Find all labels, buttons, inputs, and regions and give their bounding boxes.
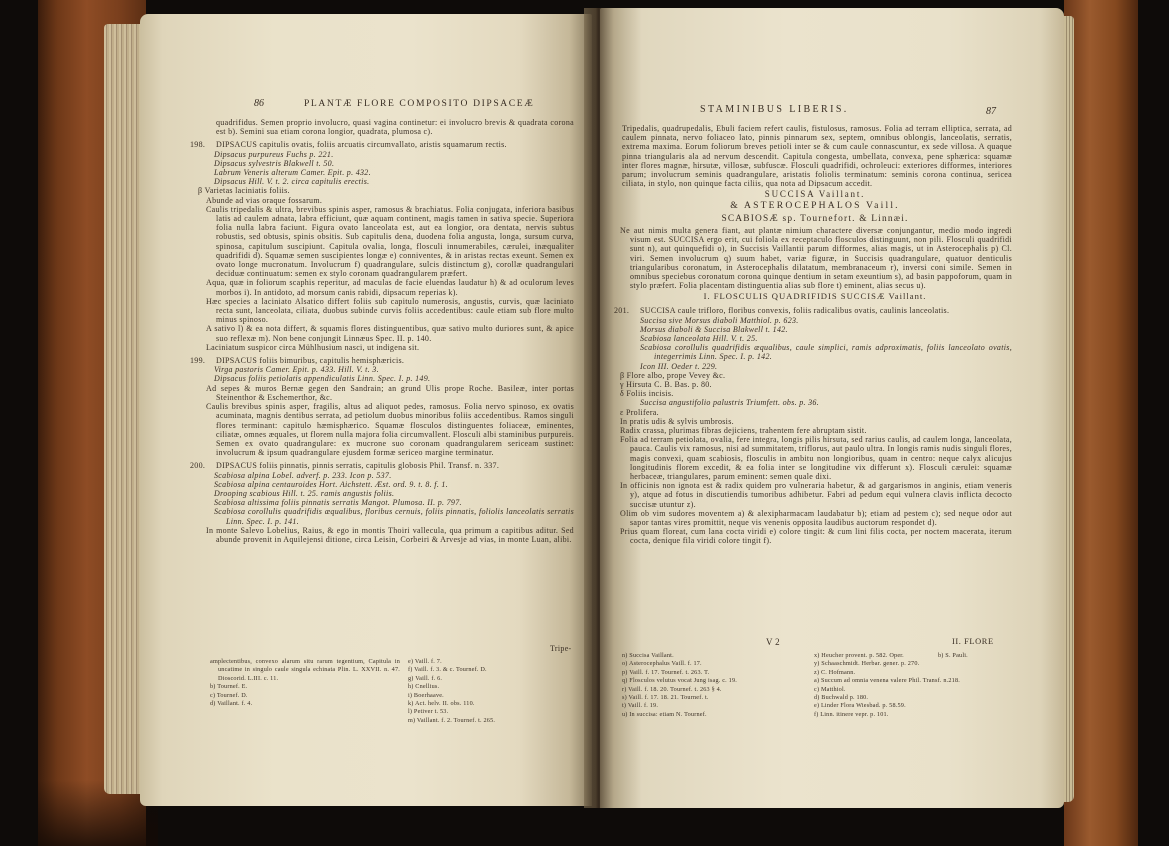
synonym-line: Dipsacus Hill. V. t. 2. circa capitulis erectis. bbox=[214, 177, 370, 187]
synonym-line: Scabiosa corollulis quadrifidis æqualibus, caule simplici, ramis adproximatis, foliis lanceolato ovatis, integerrimis Linn. Spec. I. p. 142. bbox=[640, 343, 1012, 362]
running-head: PLANTÆ FLORE COMPOSITO DIPSACEÆ bbox=[304, 98, 535, 109]
entry-title: SUCCISA caule trifloro, floribus convexis, foliis radicalibus ovatis, caulinis lanceolatis. bbox=[640, 306, 950, 316]
footnote: d) Vaillant. f. 4. bbox=[210, 700, 253, 708]
entry-200 bbox=[190, 461, 574, 544]
description-paragraph: Prius quam floreat, cum lana cocta viridi e) colore tingit: & cum lini filis cocta, per noctem macerata, iterum cocta, denique fila viridi colore tingit f). bbox=[620, 527, 1012, 546]
variety-line: β Flore albo, prope Vevey &c. bbox=[620, 370, 726, 380]
entry-number: 199. bbox=[190, 356, 206, 366]
footnote: x) Heucher provent. p. 582. Oper. bbox=[814, 652, 904, 659]
footnotes-column-3 bbox=[938, 652, 1008, 660]
genus-heading: & ASTEROCEPHALOS Vaill. bbox=[730, 200, 900, 212]
footnotes-column-1 bbox=[622, 652, 812, 719]
footnote: i) Boerhaave. bbox=[408, 691, 444, 699]
synonym-line: Scabiosa alpina centauroides Hort. Aichstett. Æst. ord. 9. t. 8. f. 1. bbox=[214, 479, 449, 489]
entry-199 bbox=[190, 356, 574, 457]
footnote: d) Buchwald p. 180. bbox=[814, 694, 869, 702]
synonym-line: Dipsacus purpureus Fuchs p. 221. bbox=[214, 149, 334, 159]
main-text bbox=[190, 118, 574, 638]
signature-mark: V 2 bbox=[766, 637, 780, 647]
synonym-line: Scabiosa altissima foliis pinnatis serratis Mangot. Plumosa. II. p. 797. bbox=[214, 498, 462, 508]
genus-heading: SCABIOSÆ sp. Tournefort. & Linnæi. bbox=[721, 213, 909, 224]
entry-heading bbox=[190, 461, 574, 470]
description-paragraph: A sativo l) & ea nota differt, & squamis flores distinguentibus, quæ sativo multo duriores sunt, & apice suo reflexæ m). Non bene conjungit Linnæus Spec. II. p. 140. bbox=[206, 324, 574, 343]
footnote: f) Vaill. f. 3. & c. Tournef. D. bbox=[408, 666, 487, 674]
entry-198 bbox=[190, 140, 574, 352]
root-description: Radix crassa, plurimas fibras dejiciens, trahentem fere abruptam sistit. bbox=[620, 425, 867, 435]
footnote: r) Vaill. f. 18. 20. Tournef. t. 263 § 4. bbox=[622, 685, 722, 693]
variety-line: δ Foliis incisis. bbox=[620, 389, 674, 399]
synonym-line: Scabiosa corollulis quadrifidis æqualibus, floribus cernuis, foliis pinnatis, foliolis lanceolatis serratis Linn. Spec. I. p. 141. bbox=[214, 507, 574, 526]
footnote: m) Vaillant. f. 2. Tournef. t. 265. bbox=[408, 716, 496, 724]
description-paragraph: Olim ob vim sudores moventem a) & alexipharmacam laudabatur b); etiam ad pestem c); sed neque odor aut sapor tantas vires promittit, neque vis venenis opposita laudibus auctorum respondet d). bbox=[620, 508, 1012, 528]
synonym-line: Labrum Veneris alterum Camer. Epit. p. 432. bbox=[214, 168, 371, 178]
entry-heading bbox=[190, 140, 574, 149]
footnote: a) Succum ad omnia venena valere Phil. Transf. n.218. bbox=[814, 677, 961, 685]
synonym-line: Virga pastoris Camer. Epit. p. 433. Hill. V. t. 3. bbox=[214, 365, 379, 375]
footnote: z) C. Hofmann. bbox=[814, 668, 856, 676]
footnote: q) Flosculos velutus vocat Jung isag. c. 19. bbox=[622, 677, 738, 685]
footnotes-column-1 bbox=[210, 658, 400, 708]
genus-heading: SUCCISA Vaillant. bbox=[764, 189, 866, 200]
description-paragraph: Hæc species a laciniato Alsatico differt foliis sub capitulo numerosis, angustis, curvis, quæ laciniato recta sunt, lanceolata, ciliata, duobus subinde curvis foliis accedentibus: caule etiam sub flore multo minus spinoso. bbox=[206, 296, 574, 325]
catchword: Tripe- bbox=[550, 644, 572, 653]
catchword: II. FLORE bbox=[952, 637, 994, 646]
footnote: u) In succisa: etiam N. Tournef. bbox=[622, 710, 707, 718]
running-head: STAMINIBUS LIBERIS. bbox=[700, 104, 849, 115]
footnote: amplectentibus, convexo alarum situ rarum tegentium, Capitula in uncatime in singulo caule singula echinata Plin. L. XXVII. n. 47. Dioscorid. L.III. c. 11. bbox=[210, 658, 400, 682]
footnote: b) Tournef. E. bbox=[210, 683, 248, 691]
page-edges-left bbox=[104, 24, 144, 794]
footnote: c) Tournef. D. bbox=[210, 691, 248, 699]
entry-heading bbox=[614, 306, 1012, 316]
synonym-line: Scabiosa lanceolata Hill. V. t. 25. bbox=[640, 333, 758, 343]
genus-description: Ne aut nimis multa genera fiant, aut plantæ nimium charactere diversæ conjungantur, medio modo ingredi visum est. SUCCISA ergo erit, cui foliola ex receptaculo flosculos distinguunt, non pili. Flosculi quadrifidi sunt n), aut quinquefidi o), in Succisis Vaillantii parum difformes, alias magis, ut in Asterocephalis p) Cl. viri. Semen involucrum q) suum habet, variæ figuræ, in Succisis quadrangulare, quatuor denticulis triangularibus coronatum, in Asterocephalis dilatatum, membranaceum r), inversi coni simile. Semen in omnibus speciebus coronatum corona quinque dentium in setam exeuntium s), ad basin pappoforum, quam in stylo præfert. Folia placentam distinguentia alias sub flore t) eminent, alias secus u). bbox=[620, 225, 1012, 291]
entry-number: 198. bbox=[190, 140, 206, 150]
continuation-paragraph: Tripedalis, quadrupedalis, Ebuli faciem refert caulis, fistulosus, ramosus. Folia ad terram elliptica, serrata, ad caulem pinnata, nervo foliaceo lato, pinnis pinnarum sex, septem, omnibus oblongis, lanceolatis, serratis, extrema maxima. Eorum foliorum breves petioli inter se & cum caule connascuntur, ex sede villosa. A quaque pinna triangularis ala ad nervum descendit. Capitula congesta, umbellata, convexa, pene sphærica: squamæ inter flores magnæ, hirsutæ, villosæ, subfuscæ. Flosculi quadrifidi, ochroleuci: exteriores difformes, interiores parum; involucrum seminis quadrangulare, aristatis foliolis terminatum: seminis corona continua, sericea ciliata, in stylo, non quinque facta ciliis, qua nota ad Dipsacum accedit. bbox=[622, 124, 1012, 189]
description-paragraph: Caulis brevibus spinis asper, fragilis, altus ad aliquot pedes, ramosus. Folia nervo spinoso, ex ovatis acuminata, magnis dentibus serrata, ad petiolum duobus minoribus foliis accedentibus. Ramos singuli flores terminant: capitulo hæmisphærico. Squamæ flosculos distinguentes foliaceæ, eminentes, ciliatæ, omnes æquales, ut florem nulla majora folia circumvallent. Flosculi albi staminibus purpureis. Semen ex ovato quadrangulare: ex mucrone suo coronam quadrangularem sericeam sustinet: involucrum & ipsum quadrangulare ejusdem formæ sericeo margine terminatur. bbox=[206, 402, 574, 458]
footnote: e) Vaill. f. 7. bbox=[408, 658, 442, 665]
entry-title: DIPSACUS foliis bimuribus, capitulis hemisphæricis. bbox=[216, 356, 405, 366]
synonym-line: Succisa sive Morsus diaboli Matthiol. p. 623. bbox=[640, 315, 799, 325]
right-page bbox=[600, 8, 1064, 808]
synonym-line: Morsus diaboli & Succisa Blakwell t. 142. bbox=[640, 324, 788, 334]
footnote: n) Succisa Vaillant. bbox=[622, 652, 674, 659]
habitat-line: In pratis udis & sylvis umbrosis. bbox=[620, 416, 734, 426]
synonym-line: Succisa angustifolio palustris Triumfett. obs. p. 36. bbox=[640, 398, 820, 408]
entry-number: 200. bbox=[190, 461, 206, 471]
footnote: o) Asterocephalus Vaill. f. 17. bbox=[622, 660, 702, 668]
entry-title: DIPSACUS foliis pinnatis, pinnis serratis, capitulis globosis Phil. Transf. n. 337. bbox=[216, 461, 500, 471]
main-text bbox=[614, 124, 1012, 632]
description-paragraph: Folia ad terram petiolata, ovalia, fere integra, longis pilis hirsuta, sed rarius caulis, ad caulem longa, lanceolata, pauca. Caulis vix ramosus, nisi ad summitatem, triflorus, aut paulo ultra. In longis ramis nudis singuli flores, magis convexi, quam scabiosis, flosculis in ambitu non longioribus, quam in centro: neque calyx alicujus longitudinis florem excedit, & ea folia inter se longitudine vix differunt x). Flosculi cærulei: squamæ herbaceæ, triangulares, parum eminent: semen quale dixi. bbox=[620, 435, 1012, 481]
entry-number: 201. bbox=[614, 306, 630, 316]
variety-line: γ Hirsuta C. B. Bas. p. 80. bbox=[620, 379, 712, 389]
habitat-line: In monte Salevo Lobelius, Raius, & ego in montis Thoiri vallecula, qua primum a capitibus aditur. Sed abunde provenit in Aquilejensi ditione, circa Leisin, Corbeiri & Arvesje ad vias, in monte Luan, alibi. bbox=[206, 525, 574, 544]
footnote: h) Cnellius. bbox=[408, 683, 440, 691]
footnotes-column-2 bbox=[408, 658, 574, 725]
description-paragraph: Aqua, quæ in foliorum scaphis reperitur, ad maculas de facie eluendas laudatur h) & ad oculorum leves morbos i). In antidoto, ad morsum canis rabidi, dipsacum reperias k). bbox=[206, 278, 574, 297]
footnotes-column-2 bbox=[814, 652, 1014, 719]
entry-heading bbox=[190, 356, 574, 365]
page-number: 86 bbox=[254, 98, 264, 109]
left-page bbox=[140, 14, 592, 806]
page-number: 87 bbox=[986, 106, 996, 117]
footnote: f) Linn. itinere vepr. p. 101. bbox=[814, 710, 889, 718]
footnote: p) Vaill. f. 17. Tournef. t. 263. T. bbox=[622, 668, 710, 676]
entry-201 bbox=[614, 306, 1012, 546]
habitat-line: Ad sepes & muros Bernæ gegen den Sandrain; an grund Ulis prope Roche. Basileæ, inter portas Steinenthor & Eschemerthor, &c. bbox=[206, 383, 574, 402]
variety-line: ε Prolifera. bbox=[620, 407, 659, 417]
description-paragraph: In officinis non ignota est & radix quidem pro vulneraria habetur, & ad gargarismos in anginis, etiam veneris y), atque ad fotus in discutiendis tumoribus adhibetur. Fabri ad pedum equi vulnera clavis inflicta decocto succisæ utuntur z). bbox=[620, 481, 1012, 509]
footnote: c) Matthiol. bbox=[814, 685, 846, 693]
synonym-line: Icon III. Oeder t. 229. bbox=[640, 361, 718, 371]
footnote: e) Linder Flora Wiesbad. p. 58.59. bbox=[814, 702, 906, 710]
footnote: s) Vaill. f. 17. 18. 21. Tournef. t. bbox=[622, 694, 709, 702]
section-heading: I. FLOSCULIS QUADRIFIDIS SUCCISÆ Vaillant. bbox=[703, 291, 927, 302]
synonym-line: Scabiosa alpina Lobel. adverf. p. 233. Icon p. 537. bbox=[214, 470, 392, 480]
description-paragraph: Laciniatum suspicor circa Mühlhusium nasci, ut indigena sit. bbox=[206, 342, 420, 352]
entry-title: DIPSACUS capitulis ovatis, foliis arcuatis circumvallato, aristis squamarum rectis. bbox=[216, 140, 507, 150]
habitat-line: Abunde ad vias oraque fossarum. bbox=[206, 195, 323, 205]
footnote: l) Petiver t. 53. bbox=[408, 708, 449, 716]
intro-paragraph: quadrifidus. Semen proprio involucro, quasi vagina continetur: ei involucro brevis & quadrata corona est b). Semini sua etiam corona longior, quadrata, plumosa c). bbox=[216, 118, 574, 137]
variety-line: β Varietas laciniatis foliis. bbox=[198, 186, 290, 196]
book-cover-right bbox=[1064, 0, 1138, 846]
footnote: k) Act. helv. II. obs. 110. bbox=[408, 700, 475, 708]
footnote: t) Vaill. f. 19. bbox=[622, 702, 659, 710]
footnote: g) Vaill. f. 6. bbox=[408, 674, 443, 682]
synonym-line: Dipsacus foliis petiolatis appendiculatis Linn. Spec. I. p. 149. bbox=[214, 374, 431, 384]
synonym-line: Dipsacus sylvestris Blakwell t. 50. bbox=[214, 158, 335, 168]
synonym-line: Drooping scabious Hill. t. 25. ramis angustis foliis. bbox=[214, 488, 395, 498]
footnote: b) S. Pauli. bbox=[938, 652, 968, 659]
footnote: y) Schaaschmidt. Herbar. gener. p. 270. bbox=[814, 660, 920, 668]
description-paragraph: Caulis tripedalis & ultra, brevibus spinis asper, ramosus & brachiatus. Folia conjugata, inferiora basibus latis ad caulem adnata, labra efficiunt, quæ aquam continent, magis tamen in sativa specie. Superiora folia nulla labra faciunt. Figura ovato lanceolata est, aut ea longior, ora dentata, nervis subtus robustis, sed obtusis, spinis obsitis. Sub capitulis dena, duodena folia angusta, longa, sursum curva, spinosa, capitulum suscipiunt. Capitula ovalia, longa, flosculi innumerabiles, cærulei, inæqualiter quadrifidi d). Squamæ semen suscipientes longæ e) conniventes, & in aristas rectas exeunt. Semen ex ovato longe mucronatum. Involucrum f) quadrangulare, sulcis distinctum g), corollæ quadrangulari deciduæ continuatum: semen ex stylo coronam quadrangularem præfert. bbox=[206, 204, 574, 279]
